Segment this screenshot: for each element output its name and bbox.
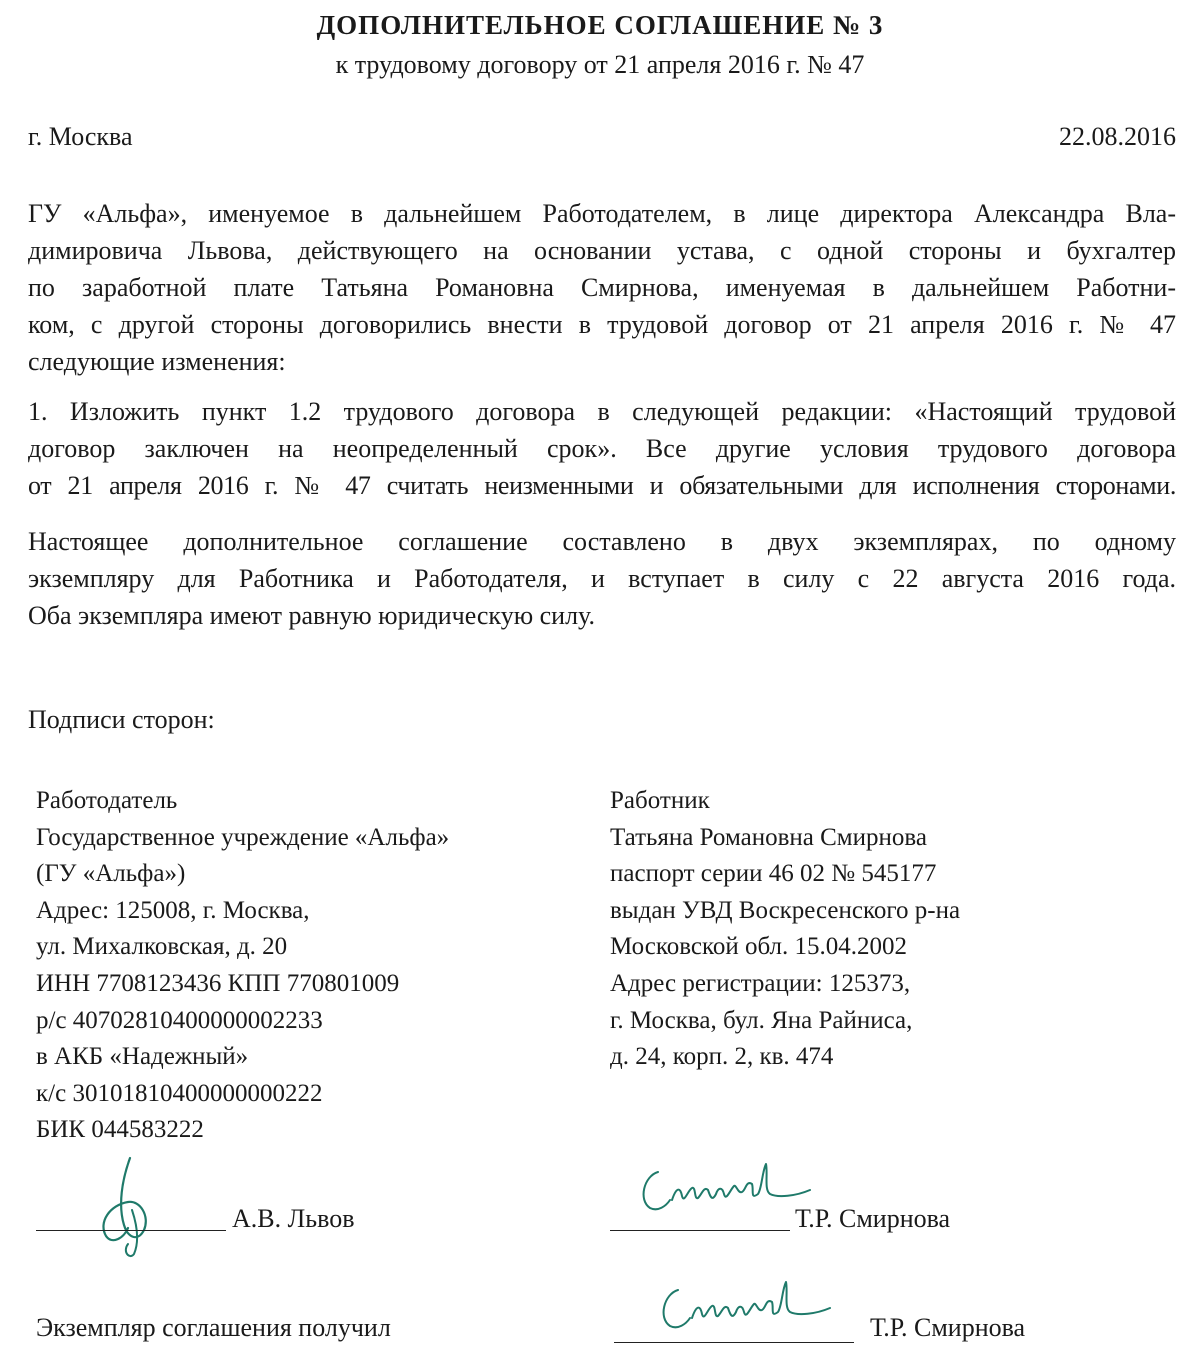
employee-line: д. 24, корп. 2, кв. 474 bbox=[610, 1043, 834, 1071]
employer-line: Государственное учреждение «Альфа» bbox=[36, 823, 450, 851]
employer-signer-name: А.В. Львов bbox=[232, 1204, 355, 1233]
employee-signature bbox=[628, 1150, 818, 1230]
text-line: димировича Львова, действующего на основании устава, с одной стороны и бухгалтер bbox=[28, 236, 1176, 265]
employee-line: паспорт серии 46 02 № 545177 bbox=[610, 860, 937, 888]
text-line: по заработной плате Татьяна Романовна Смирнова, именуемая в дальнейшем Работни- bbox=[28, 273, 1176, 302]
employer-line: БИК 044583222 bbox=[36, 1116, 204, 1144]
text-line: Оба экземпляра имеют равную юридическую силу. bbox=[28, 601, 595, 630]
text-line: 1. Изложить пункт 1.2 трудового договора в следующей редакции: «Настоящий трудовой bbox=[28, 397, 1176, 426]
employer-signature bbox=[88, 1150, 168, 1260]
date: 22.08.2016 bbox=[1059, 122, 1176, 151]
document-title: ДОПОЛНИТЕЛЬНОЕ СОГЛАШЕНИЕ № 3 bbox=[316, 10, 884, 40]
employee-signature-line bbox=[610, 1230, 790, 1231]
employee-details bbox=[610, 783, 1170, 1076]
employer-signature-line bbox=[36, 1230, 226, 1231]
text-line: от 21 апреля 2016 г. № 47 считать неизменными и обязательными для исполнения сторонами. bbox=[28, 471, 1176, 500]
paragraph-copies bbox=[28, 523, 1176, 634]
employee-line: Московской обл. 15.04.2002 bbox=[610, 933, 908, 961]
text-line: ГУ «Альфа», именуемое в дальнейшем Работодателем, в лице директора Александра Вла- bbox=[28, 199, 1176, 228]
employee-line: г. Москва, бул. Яна Райниса, bbox=[610, 1006, 913, 1034]
employee-line: Адрес регистрации: 125373, bbox=[610, 969, 911, 997]
employer-line: ул. Михалковская, д. 20 bbox=[36, 933, 288, 961]
employer-line: Работодатель bbox=[36, 787, 178, 814]
paragraph-amendment bbox=[28, 393, 1176, 504]
employee-line: Работник bbox=[610, 787, 710, 814]
text-line: следующие изменения: bbox=[28, 347, 286, 376]
text-line: договор заключен на неопределенный срок». Все другие условия трудового договора bbox=[28, 434, 1176, 463]
receipt-signature-line bbox=[614, 1342, 854, 1343]
employee-signer-name: Т.Р. Смирнова bbox=[795, 1204, 951, 1233]
employer-line: Адрес: 125008, г. Москва, bbox=[36, 896, 310, 924]
text-line: Настоящее дополнительное соглашение составлено в двух экземплярах, по одному bbox=[28, 527, 1176, 556]
receipt-signer-name: Т.Р. Смирнова bbox=[870, 1313, 1026, 1342]
text-line: ком, с другой стороны договорились внести в трудовой договор от 21 апреля 2016 г. № 47 bbox=[28, 310, 1176, 339]
employer-line: к/с 30101810400000000222 bbox=[36, 1079, 323, 1107]
signatures-heading: Подписи сторон: bbox=[28, 705, 215, 734]
employer-line: ИНН 7708123436 КПП 770801009 bbox=[36, 969, 400, 997]
employee-line: Татьяна Романовна Смирнова bbox=[610, 823, 927, 851]
employer-details bbox=[36, 783, 576, 1149]
employer-line: р/с 40702810400000002233 bbox=[36, 1006, 323, 1034]
employer-line: (ГУ «Альфа») bbox=[36, 860, 186, 888]
text-line: экземпляру для Работника и Работодателя, и вступает в силу с 22 августа 2016 года. bbox=[28, 564, 1176, 593]
receipt-label: Экземпляр соглашения получил bbox=[36, 1313, 391, 1342]
document-subtitle: к трудовому договору от 21 апреля 2016 г. № 47 bbox=[335, 50, 865, 79]
paragraph-parties bbox=[28, 195, 1176, 380]
receipt-signature bbox=[648, 1268, 838, 1348]
employee-line: выдан УВД Воскресенского р-на bbox=[610, 896, 961, 924]
employer-line: в АКБ «Надежный» bbox=[36, 1043, 249, 1071]
place: г. Москва bbox=[28, 122, 133, 151]
